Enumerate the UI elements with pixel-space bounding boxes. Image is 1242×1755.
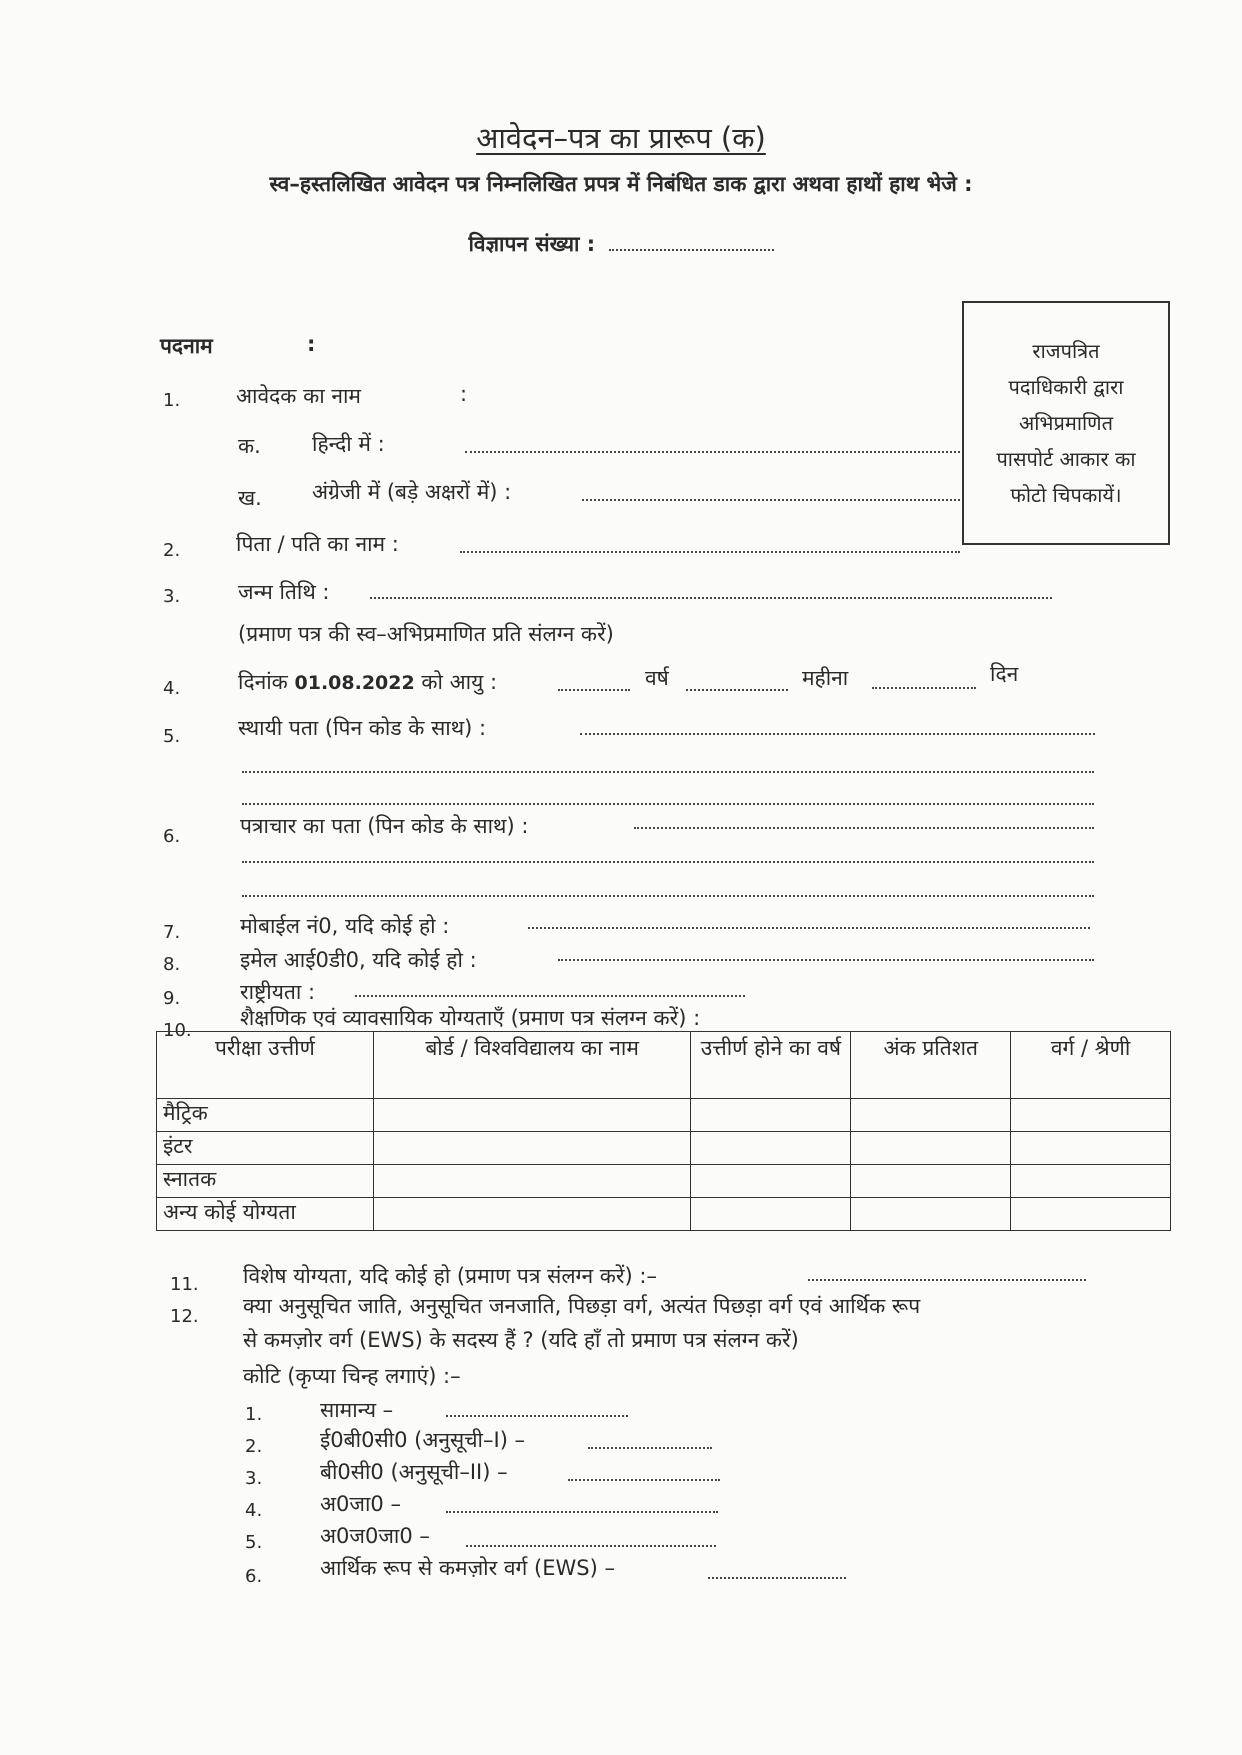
correspondence-address-line2[interactable] xyxy=(242,860,1094,863)
table-cell[interactable] xyxy=(373,1132,691,1165)
photo-line-5: फोटो चिपकायें। xyxy=(1010,483,1122,507)
option-bc-field[interactable] xyxy=(568,1478,720,1481)
photo-box[interactable] xyxy=(962,301,1170,545)
qualification-table xyxy=(156,1031,1171,1231)
father-name-label: पिता / पति का नाम : xyxy=(236,532,399,556)
age-months-label: महीना xyxy=(802,666,849,690)
item-number: 5. xyxy=(163,726,181,747)
item-number: 8. xyxy=(163,954,181,975)
sub-mark-b: ख. xyxy=(238,486,262,510)
form-subtitle: स्व–हस्तलिखित आवेदन पत्र निम्नलिखित प्रपत्र में निबंधित डाक द्वारा अथवा हाथों हाथ भेजे : xyxy=(269,172,973,196)
nationality-label: राष्ट्रीयता : xyxy=(240,980,316,1004)
option-number: 2. xyxy=(245,1436,263,1457)
dob-label: जन्म तिथि : xyxy=(238,580,330,604)
option-number: 4. xyxy=(245,1500,263,1521)
table-cell[interactable] xyxy=(373,1198,691,1231)
table-cell[interactable] xyxy=(851,1099,1011,1132)
photo-line-2: पदाधिकारी द्वारा xyxy=(1008,375,1124,399)
table-cell[interactable] xyxy=(691,1165,851,1198)
option-ews-field[interactable] xyxy=(708,1576,846,1579)
age-days-field[interactable] xyxy=(872,686,976,689)
photo-line-3: अभिप्रमाणित xyxy=(1018,411,1114,435)
email-field[interactable] xyxy=(558,958,1094,961)
table-cell[interactable] xyxy=(691,1198,851,1231)
category-instruction: कोटि (कृप्या चिन्ह लगाएं) :– xyxy=(243,1364,461,1388)
table-row xyxy=(157,1165,1171,1198)
option-general: सामान्य – xyxy=(320,1398,394,1422)
photo-line-1: राजपत्रित xyxy=(1032,339,1100,363)
advertisement-number xyxy=(0,230,1242,258)
header-division: वर्ग / श्रेणी xyxy=(1011,1032,1171,1099)
option-sc-field[interactable] xyxy=(446,1510,718,1513)
correspondence-address-line3[interactable] xyxy=(242,894,1094,897)
item-number: 9. xyxy=(163,988,181,1009)
age-suffix: को आयु : xyxy=(421,670,498,694)
table-cell[interactable] xyxy=(1011,1165,1171,1198)
name-english-label: अंग्रेजी में (बड़े अक्षरों में) : xyxy=(312,480,512,504)
header-year: उत्तीर्ण होने का वर्ष xyxy=(691,1032,851,1099)
item-number: 2. xyxy=(163,540,181,561)
option-number: 5. xyxy=(245,1532,263,1553)
option-number: 3. xyxy=(245,1468,263,1489)
form-title: आवेदन–पत्र का प्रारूप (क) xyxy=(476,121,766,155)
category-question-line1: क्या अनुसूचित जाति, अनुसूचित जनजाति, पिछड़ा वर्ग, अत्यंत पिछड़ा वर्ग एवं आर्थिक रूप xyxy=(243,1294,921,1318)
table-cell[interactable] xyxy=(851,1198,1011,1231)
qualification-label: शैक्षणिक एवं व्यावसायिक योग्यताएँ (प्रमाण पत्र संलग्न करें) : xyxy=(240,1006,701,1030)
age-months-field[interactable] xyxy=(686,688,788,691)
row-label: अन्य कोई योग्यता xyxy=(157,1198,374,1231)
item-number: 4. xyxy=(163,678,181,699)
permanent-address-line2[interactable] xyxy=(242,770,1094,773)
option-number: 1. xyxy=(245,1404,263,1425)
permanent-address-line3[interactable] xyxy=(242,802,1094,805)
table-cell[interactable] xyxy=(851,1165,1011,1198)
name-hindi-field[interactable] xyxy=(465,450,960,453)
header-percent: अंक प्रतिशत xyxy=(851,1032,1011,1099)
dob-note: (प्रमाण पत्र की स्व–अभिप्रमाणित प्रति संलग्न करें) xyxy=(238,622,614,646)
applicant-name-colon: : xyxy=(460,382,468,406)
table-header-row xyxy=(157,1032,1171,1099)
table-cell[interactable] xyxy=(1011,1099,1171,1132)
age-date: 01.08.2022 xyxy=(294,672,415,694)
advertisement-blank[interactable] xyxy=(609,248,774,251)
option-number: 6. xyxy=(245,1566,263,1587)
mobile-field[interactable] xyxy=(528,926,1090,929)
name-english-field[interactable] xyxy=(582,498,960,501)
advertisement-label: विज्ञापन संख्या : xyxy=(468,232,596,256)
item-number: 6. xyxy=(163,826,181,847)
email-label: इमेल आई0डी0, यदि कोई हो : xyxy=(240,948,477,972)
item-number: 12. xyxy=(170,1306,199,1327)
option-bc: बी0सी0 (अनुसूची–II) – xyxy=(320,1460,508,1484)
item-number: 11. xyxy=(170,1274,199,1295)
correspondence-address-label: पत्राचार का पता (पिन कोड के साथ) : xyxy=(240,814,529,838)
table-cell[interactable] xyxy=(691,1132,851,1165)
row-label: मैट्रिक xyxy=(157,1099,374,1132)
option-ews: आर्थिक रूप से कमज़ोर वर्ग (EWS) – xyxy=(320,1556,615,1580)
category-question-line2: से कमज़ोर वर्ग (EWS) के सदस्य हैं ? (यदि हाँ तो प्रमाण पत्र संलग्न करें) xyxy=(243,1328,799,1352)
post-colon: : xyxy=(307,332,316,356)
permanent-address-label: स्थायी पता (पिन कोड के साथ) : xyxy=(238,716,487,740)
table-cell[interactable] xyxy=(373,1165,691,1198)
item-number: 1. xyxy=(163,390,181,411)
correspondence-address-line1[interactable] xyxy=(634,826,1094,829)
mobile-label: मोबाईल नं0, यदि कोई हो : xyxy=(240,914,450,938)
table-row xyxy=(157,1099,1171,1132)
table-row xyxy=(157,1132,1171,1165)
age-years-field[interactable] xyxy=(558,688,630,691)
item-number: 3. xyxy=(163,586,181,607)
special-qualification-field[interactable] xyxy=(808,1278,1086,1281)
photo-line-4: पासपोर्ट आकार का xyxy=(996,447,1136,471)
row-label: इंटर xyxy=(157,1132,374,1165)
nationality-field[interactable] xyxy=(355,994,745,997)
dob-field[interactable] xyxy=(370,596,1052,599)
age-years-label: वर्ष xyxy=(645,666,669,690)
table-cell[interactable] xyxy=(1011,1132,1171,1165)
option-ebc-field[interactable] xyxy=(588,1446,712,1449)
option-general-field[interactable] xyxy=(446,1414,628,1417)
post-label: पदनाम xyxy=(160,334,213,358)
option-sc: अ0जा0 – xyxy=(320,1492,401,1516)
table-cell[interactable] xyxy=(1011,1198,1171,1231)
option-st: अ0ज0जा0 – xyxy=(320,1524,430,1548)
item-number: 10. xyxy=(163,1020,192,1041)
father-name-field[interactable] xyxy=(460,550,960,553)
item-number: 7. xyxy=(163,922,181,943)
header-board: बोर्ड / विश्वविद्यालय का नाम xyxy=(373,1032,691,1099)
special-qualification-label: विशेष योग्यता, यदि कोई हो (प्रमाण पत्र संलग्न करें) :– xyxy=(243,1264,657,1288)
age-days-label: दिन xyxy=(990,662,1019,686)
permanent-address-line1[interactable] xyxy=(580,732,1095,735)
name-hindi-label: हिन्दी में : xyxy=(312,432,385,456)
row-label: स्नातक xyxy=(157,1165,374,1198)
table-row xyxy=(157,1198,1171,1231)
option-ebc: ई0बी0सी0 (अनुसूची–I) – xyxy=(320,1428,526,1452)
header-exam: परीक्षा उत्तीर्ण xyxy=(157,1032,374,1099)
applicant-name-label: आवेदक का नाम xyxy=(236,384,361,408)
sub-mark-a: क. xyxy=(238,434,261,458)
option-st-field[interactable] xyxy=(466,1544,716,1547)
age-prefix: दिनांक xyxy=(238,670,288,694)
table-cell[interactable] xyxy=(851,1132,1011,1165)
table-cell[interactable] xyxy=(373,1099,691,1132)
table-cell[interactable] xyxy=(691,1099,851,1132)
age-row xyxy=(238,668,497,696)
